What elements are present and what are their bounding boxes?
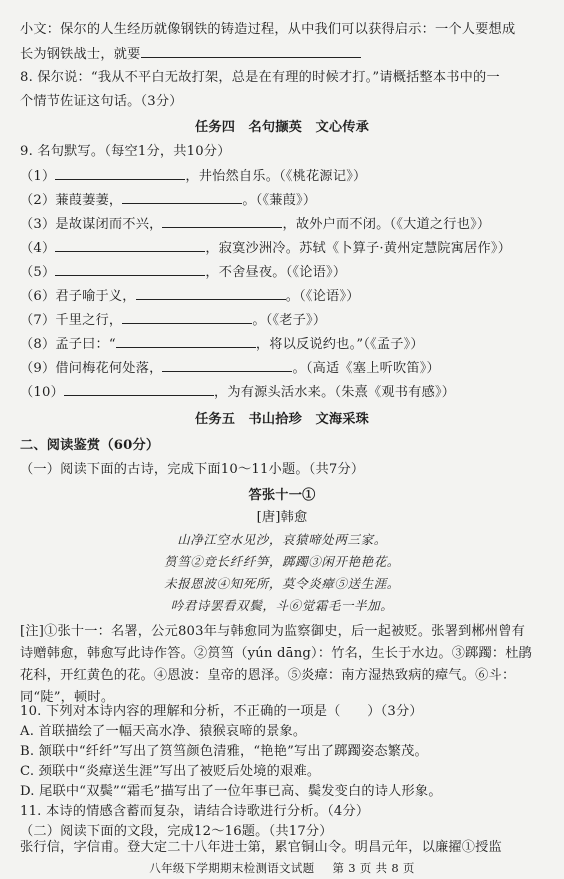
fill-item-7: （7）千里之行， 。（《老子》） <box>20 310 550 331</box>
poem-line: 筼筜②竞长纤纤笋，踯躅③闲开艳艳花。 <box>164 554 400 569</box>
fill-item-6: （6）君子喻于义， 。（《论语》） <box>20 286 550 307</box>
poem-line: 未报恩波④知死所，莫令炎瘴⑤送生涯。 <box>164 576 400 591</box>
question-9: 9. 名句默写。（每空1分，共10分） <box>20 144 231 159</box>
option-b: B. 颔联中“纤纤”写出了筼筜颜色清雅，“艳艳”写出了踯躅姿态繁茂。 <box>20 744 428 759</box>
section-heading-task5: 任务五 书山拾珍 文海采珠 <box>194 412 370 427</box>
answer-blank[interactable] <box>64 382 214 396</box>
fill-item-4: （4） ，寂寞沙洲冷。苏轼《卜算子·黄州定慧院寓居作》） <box>20 238 550 259</box>
answer-blank[interactable] <box>136 286 286 300</box>
answer-blank[interactable] <box>122 310 252 324</box>
text-line: 个情节佐证这句话。（3分） <box>20 94 183 109</box>
part-heading-reading: 二、阅读鉴赏（60分） <box>20 438 160 453</box>
page-footer <box>0 858 564 878</box>
poem-notes: 同“陡”，顿时。 <box>20 690 115 705</box>
poem-line: 山净江空水见沙，哀猿啼处两三家。 <box>177 532 387 547</box>
answer-blank[interactable] <box>55 166 185 180</box>
question-8: 8. 保尔说：“我从不平白无故打架，总是在有理的时候才打。”请概括整本书中的一 <box>20 70 500 85</box>
page-number: 第 3 页 共 8 页 <box>332 861 415 875</box>
text-line: 小文：保尔的人生经历就像钢铁的铸造过程，从中我们可以获得启示：一个人要想成 <box>20 22 516 37</box>
poem-notes: 花科，开红黄色的花。④恩波：皇帝的恩泽。⑤炎瘴：南方湿热致病的瘴气。⑥斗： <box>20 668 516 683</box>
fill-item-3: （3）是故谋闭而不兴， ，故外户而不闭。（《大道之行也》） <box>20 214 550 235</box>
poem-notes: [注]①张十一：名署，公元803年与韩愈同为监察御史，后一起被贬。张署到郴州曾有 <box>20 624 526 639</box>
question-10: 10. 下列对本诗内容的理解和分析，不正确的一项是（ ）（3分） <box>20 704 423 719</box>
question-11: 11. 本诗的情感含蓄而复杂，请结合诗歌进行分析。（4分） <box>20 804 370 819</box>
fill-item-8: （8）孟子曰：“ ，将以反说约也。”（《孟子》） <box>20 334 550 355</box>
poem-line: 吟君诗罢看双鬓，斗⑥觉霜毛一半加。 <box>170 598 394 613</box>
answer-blank[interactable] <box>162 358 292 372</box>
answer-blank[interactable] <box>55 238 205 252</box>
option-d: D. 尾联中“双鬓”“霜毛”描写出了一位年事已高、鬓发变白的诗人形象。 <box>20 784 442 799</box>
poem-title: 答张十一① <box>248 488 316 503</box>
reading-instruction-2: （二）阅读下面的文段，完成12～16题。（共17分） <box>20 824 333 839</box>
reading-instruction-1: （一）阅读下面的古诗，完成下面10～11小题。（共7分） <box>20 462 365 477</box>
text-line: 长为钢铁战士，就要 <box>20 44 550 65</box>
fill-item-9: （9）借问梅花何处落， 。（高适《塞上听吹笛》） <box>20 358 550 379</box>
answer-blank[interactable] <box>122 190 242 204</box>
answer-blank[interactable] <box>55 262 205 276</box>
fill-item-5: （5） ，不舍昼夜。（《论语》） <box>20 262 550 283</box>
footer-title: 八年级下学期期末检测语文试题 <box>149 861 315 875</box>
fill-item-2: （2）蒹葭萋萋， 。（《蒹葭》） <box>20 190 550 211</box>
answer-blank[interactable] <box>141 44 361 58</box>
poem-author: [唐]韩愈 <box>256 510 308 525</box>
option-c: C. 颈联中“炎瘴送生涯”写出了被贬后处境的艰难。 <box>20 764 321 779</box>
section-heading-task4: 任务四 名句撷英 文心传承 <box>194 120 370 135</box>
fill-item-1: （1） ，井怡然自乐。（《桃花源记》） <box>20 166 550 187</box>
answer-blank[interactable] <box>162 214 282 228</box>
poem-notes: 诗赠韩愈，韩愈写此诗作答。②筼筜（yún dāng）：竹名，生长于水边。③踯躅：杜鹃 <box>20 646 533 661</box>
option-a: A. 首联描绘了一幅天高水净、猿猴哀啼的景象。 <box>20 724 307 739</box>
answer-blank[interactable] <box>116 334 256 348</box>
fill-item-10: （10） ，为有源头活水来。（朱熹《观书有感》） <box>20 382 550 403</box>
passage-line: 张行信，字信甫。登大定二十八年进士第，累官铜山令。明昌元年，以廉擢①授监 <box>20 840 502 855</box>
